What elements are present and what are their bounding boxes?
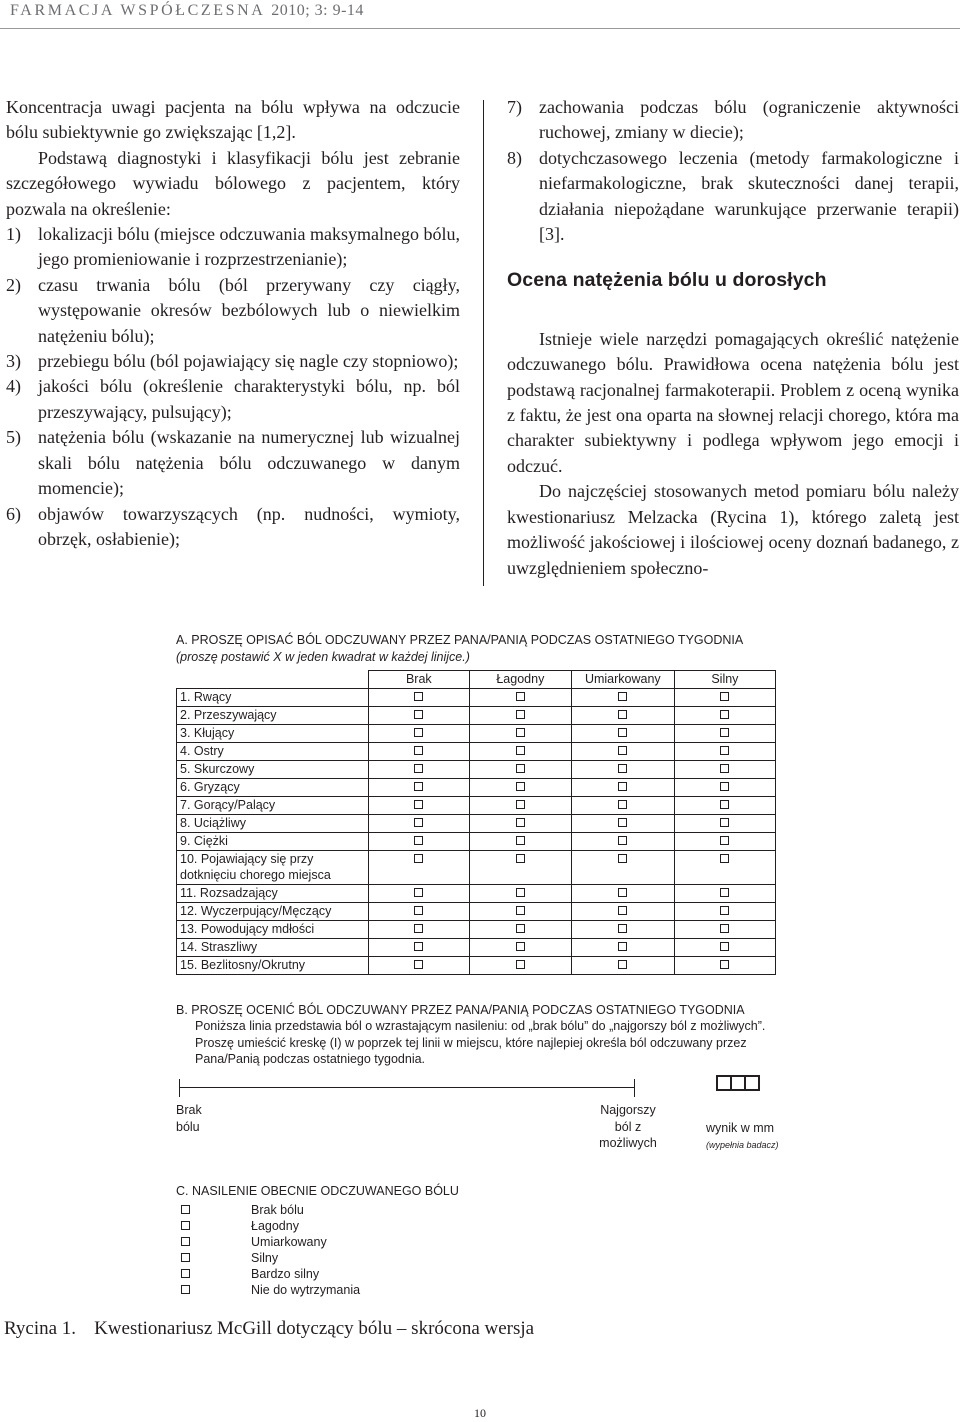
- section-a-title: [176, 632, 776, 665]
- list-number: 1): [6, 224, 21, 245]
- checkbox-cell: [674, 779, 775, 797]
- result-note: (wypełnia badacz): [706, 1140, 779, 1150]
- list-text: jakości bólu (określenie charakterystyki bólu, np. ból przeszywający, pulsujący);: [38, 376, 460, 422]
- checkbox-cell: [469, 689, 571, 707]
- checkbox-cell: [571, 957, 674, 975]
- checkbox[interactable]: [618, 942, 627, 951]
- list-text: dotychczasowego leczenia (metody farmakologiczne i niefarmakologiczne, brak skuteczności danej terapii, działania niepożądane warunkujące przerwanie terapii) [3].: [539, 147, 959, 245]
- checkbox-cell: [571, 779, 674, 797]
- checkbox[interactable]: [516, 924, 525, 933]
- checkbox[interactable]: [414, 800, 423, 809]
- table-body: [177, 689, 776, 975]
- checkbox-cell: [469, 779, 571, 797]
- checkbox[interactable]: [516, 800, 525, 809]
- pain-descriptor-label: 3. Kłujący: [177, 725, 369, 743]
- paragraph: Koncentracja uwagi pacjenta na bólu wpływa na odczucie bólu subiektywnie go zwiększając [1,2].: [6, 97, 460, 143]
- intensity-option-label: Umiarkowany: [251, 1235, 327, 1249]
- checkbox-cell: [368, 779, 469, 797]
- journal-header: [10, 2, 364, 20]
- checkbox[interactable]: [720, 692, 729, 701]
- list-item: [6, 374, 460, 425]
- checkbox[interactable]: [414, 782, 423, 791]
- scale-left-line2: bólu: [176, 1119, 200, 1134]
- checkbox-cell: [674, 815, 775, 833]
- checkbox-cell: [571, 921, 674, 939]
- checkbox[interactable]: [618, 924, 627, 933]
- table-row: [177, 885, 776, 903]
- checkbox-cell: [469, 921, 571, 939]
- scale-right-line2: ból z: [614, 1119, 642, 1134]
- pain-descriptor-label: 7. Gorący/Palący: [177, 797, 369, 815]
- checkbox[interactable]: [516, 854, 525, 863]
- checkbox-cell: [368, 885, 469, 903]
- checkbox-cell: [469, 797, 571, 815]
- checkbox[interactable]: [618, 764, 627, 773]
- checkbox-cell: [674, 797, 775, 815]
- scale-right-line1: Najgorszy: [600, 1103, 656, 1117]
- checkbox[interactable]: [618, 800, 627, 809]
- checkbox[interactable]: [618, 888, 627, 897]
- checkbox[interactable]: [720, 764, 729, 773]
- pain-descriptor-table: [176, 670, 776, 975]
- checkbox[interactable]: [516, 746, 525, 755]
- pain-descriptor-label: 9. Ciężki: [177, 833, 369, 851]
- list-text: zachowania podczas bólu (ograniczenie aktywności ruchowej, zmiany w diecie);: [539, 97, 959, 143]
- checkbox-cell: [571, 725, 674, 743]
- checkbox[interactable]: [720, 888, 729, 897]
- column-header: Silny: [674, 671, 775, 689]
- column-divider: [483, 100, 484, 586]
- checkbox-cell: [674, 939, 775, 957]
- section-b-title: B. PROSZĘ OCENIĆ BÓL ODCZUWANY PRZEZ PANA/PANIĄ PODCZAS OSTATNIEGO TYGODNIA: [176, 1003, 745, 1017]
- list-item: [6, 502, 460, 553]
- checkbox[interactable]: [618, 818, 627, 827]
- checkbox[interactable]: [720, 818, 729, 827]
- checkbox-cell: [571, 761, 674, 779]
- list-item: [507, 146, 959, 248]
- checkbox-cell: [368, 903, 469, 921]
- pain-descriptor-label: 8. Uciążliwy: [177, 815, 369, 833]
- checkbox[interactable]: [414, 728, 423, 737]
- checkbox-cell: [571, 707, 674, 725]
- checkbox[interactable]: [516, 960, 525, 969]
- checkbox[interactable]: [618, 960, 627, 969]
- checkbox-cell: [469, 903, 571, 921]
- table-row: [177, 743, 776, 761]
- checkbox-cell: [571, 797, 674, 815]
- checkbox[interactable]: [414, 746, 423, 755]
- list-item: [6, 349, 460, 374]
- section-a-instruction: (proszę postawić X w jeden kwadrat w każdej linijce.): [176, 649, 470, 664]
- checkbox[interactable]: [414, 710, 423, 719]
- checkbox-cell: [571, 833, 674, 851]
- checkbox-cell: [674, 833, 775, 851]
- checkbox[interactable]: [720, 710, 729, 719]
- pain-descriptor-label: 12. Wyczerpujący/Męczący: [177, 903, 369, 921]
- checkbox[interactable]: [720, 728, 729, 737]
- checkbox[interactable]: [414, 764, 423, 773]
- checkbox-cell: [469, 707, 571, 725]
- section-b-description: Poniższa linia przedstawia ból o wzrastającym nasileniu: od „brak bólu” do „najgorszy ból z możliwych”. Proszę umieścić kreskę (I) w poprzek tej linii w miejscu, które najlepiej określa ból odczuwany przez Pana/Panią podczas ostatniego tygodnia.: [195, 1019, 766, 1066]
- checkbox[interactable]: [414, 924, 423, 933]
- checkbox-cell: [469, 815, 571, 833]
- pain-descriptor-label: 13. Powodujący mdłości: [177, 921, 369, 939]
- section-a-heading: A. PROSZĘ OPISAĆ BÓL ODCZUWANY PRZEZ PANA/PANIĄ PODCZAS OSTATNIEGO TYGODNIA: [176, 633, 743, 647]
- checkbox[interactable]: [414, 854, 423, 863]
- checkbox-cell: [469, 939, 571, 957]
- right-column: [507, 95, 959, 581]
- checkbox[interactable]: [181, 1237, 190, 1246]
- list-text: czasu trwania bólu (ból przerywany czy ciągły, występowanie okresów bezbólowych lub o niewielkim natężeniu bólu);: [38, 274, 460, 346]
- table-row: [177, 957, 776, 975]
- pain-descriptor-label: 1. Rwący: [177, 689, 369, 707]
- table-row: [177, 707, 776, 725]
- pain-descriptor-label: 4. Ostry: [177, 743, 369, 761]
- checkbox-cell: [674, 707, 775, 725]
- list-item: [6, 222, 460, 273]
- checkbox[interactable]: [414, 692, 423, 701]
- checkbox[interactable]: [720, 746, 729, 755]
- checkbox-cell: [469, 761, 571, 779]
- checkbox-cell: [674, 921, 775, 939]
- checkbox[interactable]: [618, 782, 627, 791]
- list-number: 2): [6, 274, 21, 295]
- checkbox[interactable]: [720, 960, 729, 969]
- paragraph: Podstawą diagnostyki i klasyfikacji bólu jest zebranie szczegółowego wywiadu bólowego z pacjentem, który pozwala na określenie:: [6, 147, 460, 219]
- checkbox[interactable]: [181, 1253, 190, 1262]
- list-item: [507, 95, 959, 146]
- list-number: 7): [507, 97, 522, 117]
- scale-right-line3: możliwych: [599, 1136, 657, 1150]
- checkbox[interactable]: [618, 906, 627, 915]
- checkbox-cell: [674, 851, 775, 885]
- list-text: przebiegu bólu (ból pojawiający się nagle czy stopniowo);: [38, 351, 459, 372]
- scale-end-tick: [634, 1079, 635, 1097]
- checkbox[interactable]: [516, 710, 525, 719]
- checkbox[interactable]: [618, 746, 627, 755]
- checkbox[interactable]: [181, 1221, 190, 1230]
- checkbox-cell: [368, 797, 469, 815]
- checkbox-cell: [368, 707, 469, 725]
- checkbox[interactable]: [516, 836, 525, 845]
- table-header-row: [177, 671, 776, 689]
- checkbox-cell: [368, 743, 469, 761]
- pain-descriptor-label: 15. Bezlitosny/Okrutny: [177, 957, 369, 975]
- scale-left-label: [176, 1102, 202, 1135]
- journal-citation: 2010; 3: 9-14: [271, 2, 364, 19]
- checkbox[interactable]: [181, 1285, 190, 1294]
- checkbox[interactable]: [181, 1269, 190, 1278]
- checkbox[interactable]: [414, 942, 423, 951]
- checkbox[interactable]: [720, 906, 729, 915]
- checkbox-cell: [674, 689, 775, 707]
- checkbox-cell: [469, 851, 571, 885]
- checkbox[interactable]: [618, 854, 627, 863]
- list-number: 4): [6, 376, 21, 397]
- pain-descriptor-label: 10. Pojawiający się przy dotknięciu chorego miejsca: [177, 851, 369, 885]
- checkbox-cell: [368, 815, 469, 833]
- checkbox[interactable]: [181, 1205, 190, 1214]
- checkbox[interactable]: [516, 906, 525, 915]
- checkbox-cell: [571, 743, 674, 761]
- checkbox-cell: [368, 957, 469, 975]
- checkbox[interactable]: [516, 692, 525, 701]
- checkbox[interactable]: [414, 818, 423, 827]
- paragraph: Do najczęściej stosowanych metod pomiaru bólu należy kwestionariusz Melzacka (Rycina 1), którego zaletą jest możliwość jakościowej i ilościowej oceny doznań badanego, z uwzględnieniem społeczno-: [507, 481, 959, 578]
- checkbox[interactable]: [720, 782, 729, 791]
- checkbox[interactable]: [414, 888, 423, 897]
- table-row: [177, 779, 776, 797]
- checkbox[interactable]: [516, 728, 525, 737]
- checkbox-cell: [368, 761, 469, 779]
- result-digit-box[interactable]: [744, 1075, 760, 1091]
- intensity-option-label: Łagodny: [251, 1219, 299, 1233]
- checkbox-cell: [469, 833, 571, 851]
- table-row: [177, 833, 776, 851]
- checkbox-cell: [571, 903, 674, 921]
- scale-left-line1: Brak: [176, 1103, 202, 1117]
- table-row: [177, 725, 776, 743]
- figure-caption: [4, 1318, 534, 1340]
- list-number: 6): [6, 503, 21, 524]
- table-header-blank: [177, 671, 369, 689]
- checkbox[interactable]: [516, 782, 525, 791]
- checkbox[interactable]: [720, 854, 729, 863]
- pain-descriptor-label: 2. Przeszywający: [177, 707, 369, 725]
- list-number: 3): [6, 351, 21, 372]
- page-number: 10: [474, 1406, 486, 1420]
- checkbox-cell: [674, 725, 775, 743]
- checkbox[interactable]: [414, 960, 423, 969]
- checkbox[interactable]: [516, 764, 525, 773]
- checkbox[interactable]: [414, 906, 423, 915]
- left-column: [6, 95, 460, 552]
- intensity-option-label: Silny: [251, 1251, 279, 1265]
- pain-descriptor-label: 6. Gryzący: [177, 779, 369, 797]
- table-row: [177, 903, 776, 921]
- caption-text: Kwestionariusz McGill dotyczący bólu – skrócona wersja: [94, 1318, 535, 1339]
- list-item: [6, 273, 460, 349]
- checkbox-cell: [469, 885, 571, 903]
- table-row: [177, 761, 776, 779]
- intensity-option-label: Brak bólu: [251, 1203, 304, 1217]
- table-row: [177, 921, 776, 939]
- result-input-boxes[interactable]: [716, 1075, 758, 1091]
- section-heading: Ocena natężenia bólu u dorosłych: [507, 269, 827, 292]
- checkbox[interactable]: [720, 924, 729, 933]
- paragraph: Istnieje wiele narzędzi pomagających określić natężenie odczuwanego bólu. Prawidłowa ocena natężenia bólu jest podstawą racjonalnej farmakoterapii. Problem z oceną wynika z faktu, że jest ona oparta na słownej relacji chorego, która ma charakter subiektywny i podlega wpływom jego emocji i odczuć.: [507, 328, 959, 476]
- list-item: [6, 425, 460, 501]
- checkbox[interactable]: [618, 710, 627, 719]
- intensity-option-label: Bardzo silny: [251, 1267, 320, 1281]
- checkbox-cell: [674, 743, 775, 761]
- checkbox-cell: [368, 833, 469, 851]
- list-number: 8): [507, 147, 522, 168]
- checkbox-cell: [571, 851, 674, 885]
- visual-analog-scale-line[interactable]: [179, 1087, 635, 1088]
- checkbox-cell: [674, 957, 775, 975]
- column-header: Łagodny: [469, 671, 571, 689]
- section-c-title: C. NASILENIE OBECNIE ODCZUWANEGO BÓLU: [176, 1184, 459, 1198]
- column-header: Brak: [368, 671, 469, 689]
- checkbox-cell: [368, 921, 469, 939]
- table-row: [177, 689, 776, 707]
- checkbox[interactable]: [720, 800, 729, 809]
- table-row: [177, 939, 776, 957]
- pain-descriptor-label: 14. Straszliwy: [177, 939, 369, 957]
- checkbox-cell: [571, 815, 674, 833]
- checkbox-cell: [469, 743, 571, 761]
- checkbox-cell: [571, 939, 674, 957]
- checkbox[interactable]: [516, 818, 525, 827]
- checkbox-cell: [674, 885, 775, 903]
- checkbox[interactable]: [516, 888, 525, 897]
- checkbox[interactable]: [720, 836, 729, 845]
- checkbox-cell: [368, 851, 469, 885]
- checkbox[interactable]: [720, 942, 729, 951]
- journal-name: FARMACJA WSPÓŁCZESNA: [10, 2, 265, 19]
- list-text: objawów towarzyszących (np. nudności, wymioty, obrzęk, osłabienie);: [38, 503, 460, 549]
- caption-label: Rycina 1.: [4, 1318, 77, 1339]
- list-text: natężenia bólu (wskazanie na numerycznej lub wizualnej skali bólu natężenia bólu odczuwanego w danym momencie);: [38, 427, 460, 499]
- checkbox[interactable]: [414, 836, 423, 845]
- checkbox-cell: [368, 725, 469, 743]
- checkbox-cell: [674, 903, 775, 921]
- pain-descriptor-label: 11. Rozsadzający: [177, 885, 369, 903]
- column-header: Umiarkowany: [571, 671, 674, 689]
- checkbox[interactable]: [516, 942, 525, 951]
- checkbox-cell: [469, 957, 571, 975]
- checkbox[interactable]: [618, 836, 627, 845]
- checkbox-cell: [571, 885, 674, 903]
- checkbox[interactable]: [618, 728, 627, 737]
- table-row: [177, 851, 776, 885]
- table-row: [177, 797, 776, 815]
- checkbox-cell: [571, 689, 674, 707]
- result-label: wynik w mm: [706, 1121, 775, 1135]
- pain-descriptor-label: 5. Skurczowy: [177, 761, 369, 779]
- checkbox-cell: [368, 939, 469, 957]
- checkbox[interactable]: [618, 692, 627, 701]
- intensity-option-label: Nie do wytrzymania: [251, 1283, 361, 1297]
- list-text: lokalizacji bólu (miejsce odczuwania maksymalnego bólu, jego promieniowanie i rozprzestrzenianie);: [38, 224, 460, 270]
- checkbox-cell: [368, 689, 469, 707]
- scale-start-tick: [179, 1079, 180, 1097]
- checkbox-cell: [469, 725, 571, 743]
- table-row: [177, 815, 776, 833]
- list-number: 5): [6, 427, 21, 448]
- header-rule: [0, 28, 960, 29]
- scale-right-label: [596, 1102, 660, 1152]
- checkbox-cell: [674, 761, 775, 779]
